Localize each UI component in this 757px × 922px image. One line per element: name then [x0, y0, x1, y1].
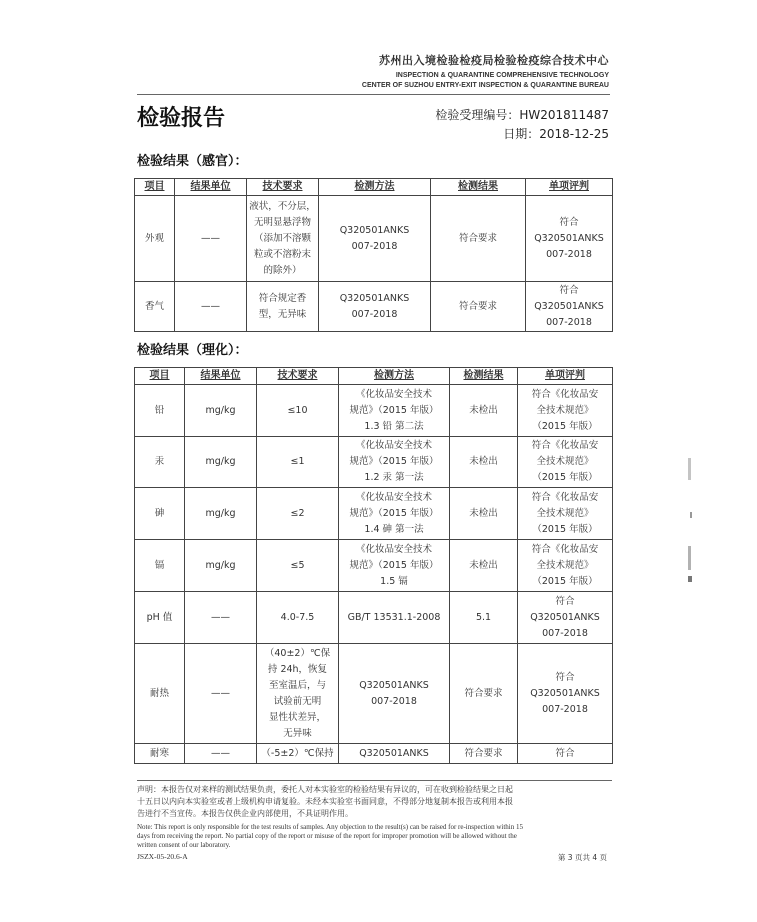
col-header-item: 项目	[135, 368, 185, 385]
cell-result	[450, 488, 518, 540]
cell-unit	[185, 437, 257, 488]
cell-result	[450, 385, 518, 437]
statement-en	[137, 823, 523, 850]
cell-line: 全技术规范》	[536, 456, 594, 467]
cell-line: 的除外）	[263, 264, 302, 276]
seal-mark	[690, 512, 692, 518]
seal-mark	[688, 458, 691, 480]
cell-line: （2015 年版）	[532, 472, 598, 483]
cell-requirement	[257, 385, 339, 437]
cell-line: ≤1	[290, 456, 305, 467]
cell-text: 耐寒	[149, 747, 169, 759]
col-header-verdict: 单项评判	[526, 179, 613, 196]
col-header-method: 检测方法	[319, 179, 431, 196]
cell-line: 1.3 铅 第二法	[364, 420, 424, 432]
org-name-en-line1: INSPECTION & QUARANTINE COMPREHENSIVE TECHNOLOGY	[395, 72, 609, 79]
cell-line: Q320501ANKS	[534, 232, 604, 244]
cell-item	[135, 644, 185, 744]
cell-method	[339, 744, 450, 764]
accept-label: 检验受理编号：	[435, 108, 520, 122]
cell-item	[135, 488, 185, 540]
cell-text: mg/kg	[205, 559, 236, 571]
cell-line: 规范》（2015 年版）	[349, 507, 439, 519]
cell-line: 1.5 镉	[380, 575, 408, 587]
cell-unit	[185, 592, 257, 644]
cell-method	[339, 385, 450, 437]
cell-line: 符合	[555, 595, 575, 607]
accept-number	[435, 106, 609, 123]
cell-result	[450, 540, 518, 592]
cell-verdict	[526, 196, 613, 282]
cell-text: ——	[201, 300, 220, 312]
cell-result	[431, 282, 526, 332]
statement-cn-line: 十五日以内向本实验室或者上级机构申请复验。未经本实验室书面同意，不得部分地复制本报告或利用本报	[137, 797, 513, 806]
cell-unit	[185, 644, 257, 744]
cell-line: 符合要求	[464, 747, 503, 759]
cell-line: 符合要求	[458, 232, 497, 244]
accept-value: HW201811487	[519, 108, 609, 122]
cell-requirement	[247, 196, 319, 282]
cell-requirement	[257, 592, 339, 644]
cell-line: 007-2018	[542, 703, 588, 715]
cell-verdict	[518, 744, 613, 764]
cell-line: 全技术规范》	[536, 559, 594, 571]
statement-cn	[137, 784, 513, 820]
cell-line: 1.4 砷 第一法	[364, 523, 424, 535]
cell-unit	[185, 540, 257, 592]
cell-text: 汞	[154, 456, 165, 467]
cell-requirement	[257, 644, 339, 744]
cell-line: 007-2018	[546, 316, 592, 328]
cell-line: （添加不溶颗	[253, 232, 311, 244]
table-row	[135, 644, 613, 744]
cell-text: 铅	[154, 404, 165, 416]
cell-text: 砷	[154, 507, 165, 519]
cell-verdict	[518, 540, 613, 592]
cell-line: 试验前无明	[273, 695, 322, 707]
cell-line: 符合规定香	[258, 292, 307, 304]
cell-line: 规范》（2015 年版）	[349, 559, 439, 571]
cell-result	[450, 592, 518, 644]
cell-method	[339, 437, 450, 488]
col-header-verdict: 单项评判	[518, 368, 613, 385]
cell-item	[135, 437, 185, 488]
cell-line: 007-2018	[351, 308, 398, 320]
cell-text: mg/kg	[205, 404, 236, 416]
cell-line: （-5±2）℃保持	[261, 747, 334, 759]
cell-line: 未检出	[469, 456, 498, 467]
physchem-table	[134, 367, 613, 764]
cell-line: 5.1	[475, 611, 492, 623]
col-header-item: 项目	[135, 179, 175, 196]
table-row	[135, 282, 613, 332]
cell-line: Q320501ANKS	[359, 747, 429, 759]
cell-method	[319, 196, 431, 282]
cell-line: 液状，不分层，	[249, 200, 316, 212]
table-row	[135, 540, 613, 592]
cell-line: 未检出	[469, 507, 498, 519]
cell-line: 符合《化妆品安	[531, 543, 599, 555]
cell-line: ≤5	[290, 559, 305, 571]
cell-text: 外观	[144, 232, 164, 244]
cell-line: 符合	[555, 671, 575, 683]
cell-item	[135, 540, 185, 592]
sensory-table	[134, 178, 613, 332]
seal-mark	[688, 546, 691, 570]
cell-line: 符合《化妆品安	[531, 491, 599, 503]
table-row	[135, 196, 613, 282]
cell-method	[339, 488, 450, 540]
cell-unit	[185, 744, 257, 764]
col-header-unit: 结果单位	[185, 368, 257, 385]
cell-line: 持 24h，恢复	[267, 663, 328, 675]
cell-line: 未检出	[469, 404, 498, 416]
cell-requirement	[257, 488, 339, 540]
cell-line: Q320501ANKS	[339, 292, 410, 304]
cell-item	[135, 282, 175, 332]
cell-item	[135, 196, 175, 282]
table-row	[135, 437, 613, 488]
cell-verdict	[526, 282, 613, 332]
cell-line: 《化妆品安全技术	[355, 543, 432, 555]
cell-line: 未检出	[469, 559, 498, 571]
statement-cn-line: 声明：本报告仅对来样的测试结果负责，委托人对本实验室的检验结果有异议的，可在收到检验结果之日起	[137, 785, 513, 794]
cell-line: 全技术规范》	[536, 404, 594, 416]
cell-line: 007-2018	[546, 248, 592, 260]
cell-item	[135, 744, 185, 764]
cell-line: （2015 年版）	[532, 420, 598, 432]
cell-line: Q320501ANKS	[530, 687, 600, 699]
form-code: JSZX-05-20.6-A	[137, 852, 188, 861]
statement-en-line: days from receiving the report. No partial copy of the report or misuse of the report for improper promotion will be allowed without the	[137, 832, 517, 840]
cell-line: 显性状差异，	[268, 711, 326, 723]
cell-text: ——	[211, 611, 230, 623]
table-row	[135, 744, 613, 764]
cell-text: ——	[201, 232, 220, 244]
cell-line: 符合	[559, 216, 579, 228]
cell-requirement	[247, 282, 319, 332]
cell-text: 香气	[144, 300, 164, 312]
page-number: 第 3 页共 4 页	[557, 853, 607, 862]
cell-requirement	[257, 540, 339, 592]
cell-item	[135, 592, 185, 644]
cell-line: 符合要求	[458, 300, 497, 312]
cell-line: Q320501ANKS	[359, 679, 429, 691]
org-name-cn: 苏州出入境检验检疫局检验检疫综合技术中心	[379, 54, 609, 67]
cell-requirement	[257, 744, 339, 764]
cell-line: 4.0-7.5	[280, 611, 315, 623]
cell-line: GB/T 13531.1-2008	[347, 611, 441, 623]
cell-line: 007-2018	[371, 695, 417, 707]
cell-line: 符合	[559, 284, 579, 296]
physchem-heading: 检验结果（理化）：	[137, 343, 248, 358]
cell-result	[450, 644, 518, 744]
org-name-en-line2: CENTER OF SUZHOU ENTRY-EXIT INSPECTION & QUARANTINE BUREAU	[361, 82, 609, 89]
cell-item	[135, 385, 185, 437]
cell-verdict	[518, 644, 613, 744]
statement-cn-line: 告进行不当宣传。本报告仅供企业内部使用，不具证明作用。	[137, 809, 353, 818]
cell-result	[431, 196, 526, 282]
cell-unit	[175, 196, 247, 282]
report-title: 检验报告	[137, 106, 226, 131]
statement-en-line: Note: This report is only responsible for the test results of samples. Any objection to the result(s) can be raised for re-inspection within 15	[137, 823, 523, 831]
report-date	[503, 125, 609, 142]
statement-en-line: written consent of our laboratory.	[137, 841, 231, 849]
cell-verdict	[518, 488, 613, 540]
cell-line: 型，无异味	[258, 308, 307, 320]
cell-line: （2015 年版）	[532, 575, 598, 587]
col-header-requirement: 技术要求	[257, 368, 339, 385]
footer-divider	[137, 780, 612, 781]
col-header-unit: 结果单位	[175, 179, 247, 196]
header-divider	[137, 94, 610, 95]
cell-line: 1.2 汞 第一法	[364, 472, 424, 483]
cell-line: 粒或不溶粉末	[253, 248, 311, 260]
cell-line: Q320501ANKS	[530, 611, 600, 623]
cell-line: 无异味	[283, 727, 312, 739]
cell-verdict	[518, 385, 613, 437]
cell-line: 007-2018	[542, 627, 588, 639]
cell-line: Q320501ANKS	[339, 224, 410, 236]
date-value: 2018-12-25	[539, 127, 609, 141]
cell-line: 无明显悬浮物	[253, 216, 311, 228]
cell-line: 007-2018	[351, 240, 398, 252]
cell-method	[339, 540, 450, 592]
cell-line: 符合要求	[464, 687, 503, 699]
cell-line: 全技术规范》	[536, 507, 594, 519]
cell-line: ≤10	[287, 404, 308, 416]
col-header-method: 检测方法	[339, 368, 450, 385]
col-header-requirement: 技术要求	[247, 179, 319, 196]
cell-line: 符合《化妆品安	[531, 440, 599, 451]
cell-text: ——	[211, 747, 230, 759]
cell-verdict	[518, 437, 613, 488]
table-row	[135, 385, 613, 437]
cell-unit	[185, 488, 257, 540]
cell-text: 镉	[154, 559, 165, 571]
cell-text: 耐热	[149, 687, 169, 699]
physchem-header-row	[135, 368, 613, 385]
col-header-result: 检测结果	[431, 179, 526, 196]
col-header-result: 检测结果	[450, 368, 518, 385]
cell-unit	[185, 385, 257, 437]
date-label: 日期：	[503, 127, 540, 141]
cell-method	[339, 592, 450, 644]
cell-verdict	[518, 592, 613, 644]
cell-line: 《化妆品安全技术	[355, 491, 432, 503]
cell-method	[339, 644, 450, 744]
cell-text: mg/kg	[205, 507, 236, 519]
cell-requirement	[257, 437, 339, 488]
cell-line: 《化妆品安全技术	[355, 440, 432, 451]
seal-mark	[688, 576, 692, 582]
cell-line: 规范》（2015 年版）	[349, 456, 439, 467]
cell-line: ≤2	[290, 507, 305, 519]
cell-text: pH 值	[146, 611, 173, 623]
cell-text: mg/kg	[205, 456, 236, 467]
cell-result	[450, 437, 518, 488]
sensory-heading: 检验结果（感官）：	[137, 154, 248, 169]
cell-method	[319, 282, 431, 332]
cell-line: （40±2）℃保	[264, 647, 331, 659]
table-row	[135, 592, 613, 644]
sensory-header-row	[135, 179, 613, 196]
cell-result	[450, 744, 518, 764]
cell-line: 规范》（2015 年版）	[349, 404, 439, 416]
cell-line: 至室温后，与	[268, 679, 326, 691]
cell-line: 符合	[555, 747, 575, 759]
cell-line: 《化妆品安全技术	[355, 388, 432, 400]
table-row	[135, 488, 613, 540]
cell-unit	[175, 282, 247, 332]
cell-line: （2015 年版）	[532, 523, 598, 535]
cell-text: ——	[211, 687, 230, 699]
cell-line: Q320501ANKS	[534, 300, 604, 312]
cell-line: 符合《化妆品安	[531, 388, 599, 400]
